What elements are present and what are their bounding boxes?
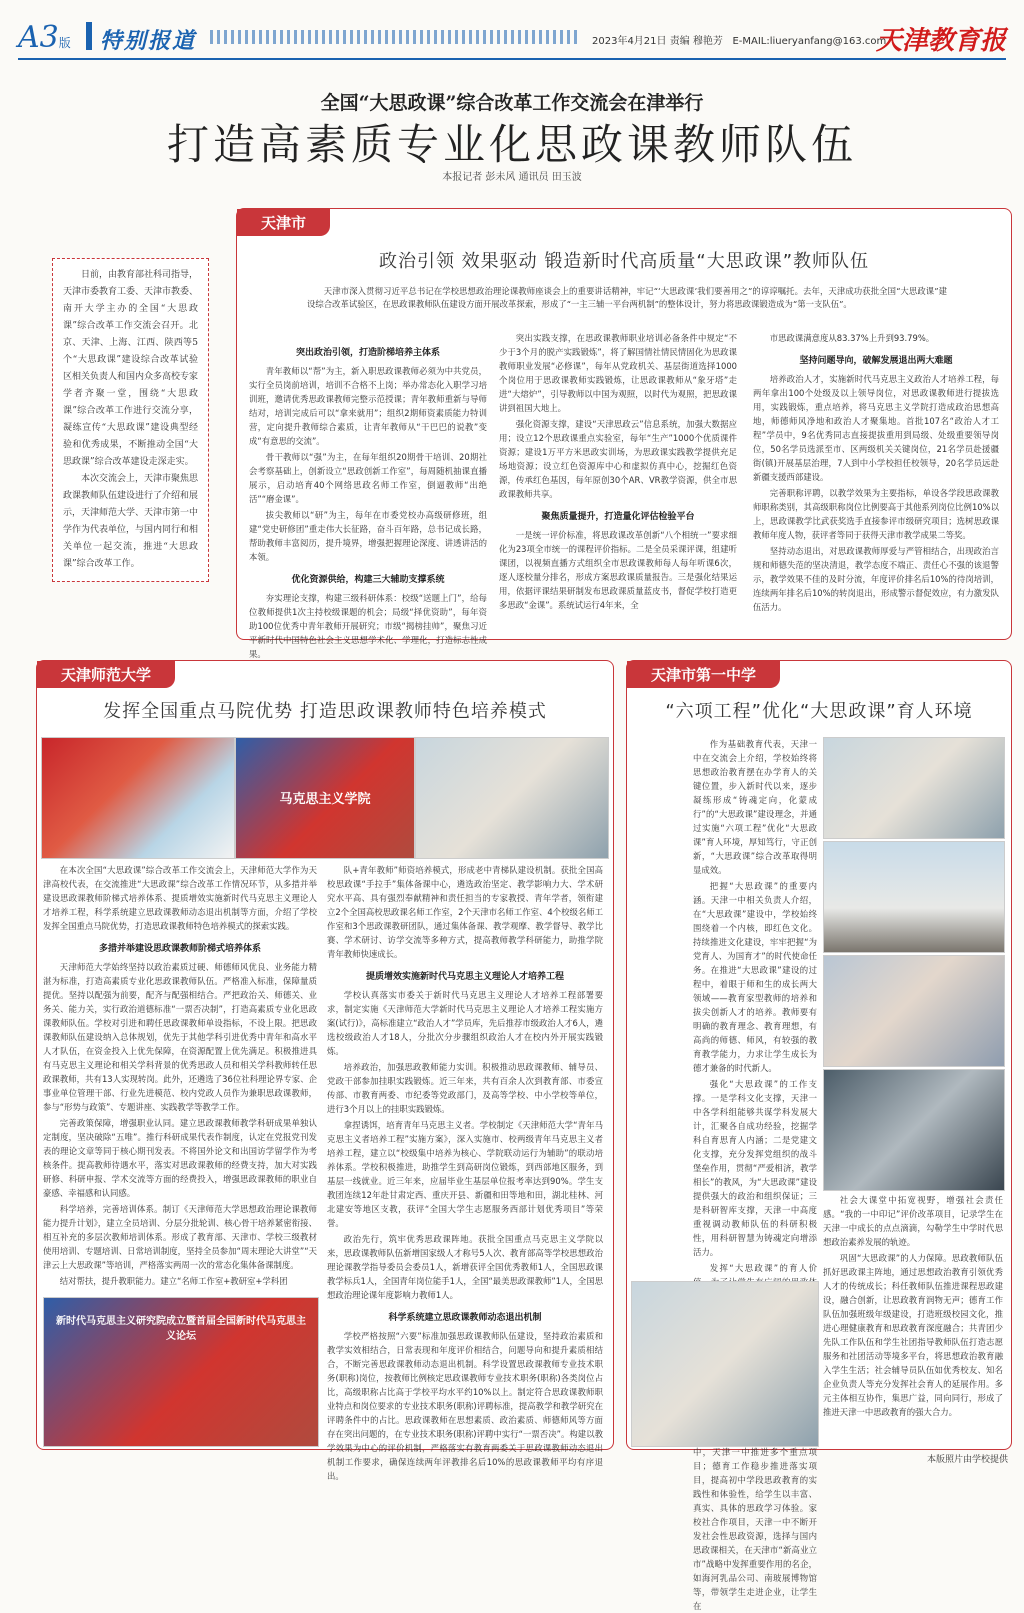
tjnu-article — [36, 660, 614, 1481]
tianjin-col1 — [249, 337, 487, 659]
body-paragraph: 队+青年教师”师资培养模式，形成老中青梯队建设机制。获批全国高校思政课“手拉手”集体备课中心，遴选政治坚定、教学影响力大、学术研究水平高、具有强烈奉献精神和责任担当的专家教授、青年学者，领衔建立2个全国高校思政课名师工作室，2个天津市名师工作室、4个校级名师工作室和3个思政课教研团队，通过集体备课、教学观摩、教学督导、教学比赛、学术研讨、访学交流等多种方式，提高教师教学科研能力，助推学院青年教师快速成长。 — [327, 865, 603, 959]
email: E-MAIL:liueryanfang@163.com — [732, 36, 887, 47]
body-paragraph: 拿捏诱饵，培育青年马克思主义者。学校制定《天津师范大学“青年马克思主义者培养工程”实施方案》，深入实施市、校两级青年马克思主义者培养工程，建立以“校级集中培养为核心、学院联动运行为辅助”的联动培养体系。学校积极推进，助推学生到高研岗位锻炼，到西部地区服务，到基层一线就业。近三年来，应届毕业生基层单位报考率达到90%。学生支教团连续12年赴甘肃定西、重庆开县、新疆和田等地和田，湖北桂林、河北建安等地区支教，获评“全国大学生志愿服务西部计划优秀项目”等荣誉。 — [327, 1120, 603, 1228]
body-paragraph: 拔尖教师以“研”为主，每年在市委党校办高级研修班，组建“党史研修团”重走伟大长征路，奋斗百年路，总书记成长路，帮助教师丰富阅历，提升境界，增强把握理论深度、讲透讲活的本领。 — [249, 510, 487, 562]
body-paragraph: 学校严格按照“六要”标准加强思政课教师队伍建设，坚持政治素质和教学实效相结合，日常表现和年度评价相结合，问题导向和提升素质相结合，不断完善思政课教师动态退出机制。科学设置思政课教师专业技术职务(职称)岗位，按教师比例核定思政课教师专业技术职务(职称)各类岗位占比，高级职称占比高于学校平均水平约10%以上。制定符合思政课教师职业特点和岗位要求的专业技术职务(职称)评聘标准，提高教学和教学研究在评聘条件中的占比。思政课教师在思想素质、政治素质、师德师风等方面存在突出问题的，在专业技术职务(职称)评聘中实行“一票否决”。构建以教学效果为中心的评价机制，严格落实有教育两委关于思政课教师动态退出机制工作要求，确保连续两年评教排名后10%的思政课教师平均有序退出。 — [327, 1331, 603, 1481]
intro-paragraph: 日前，由教育部社科司指导，天津市委教育工委、天津市教委、南开大学主办的全国“大思政课”综合改革工作交流会召开。北京、天津、上海、江西、陕西等5个“大思政课”建设综合改革试验区相关负责人和国内众多高校专家学者齐聚一堂，围绕“大思政课”综合改革工作进行交流分享，凝练宣传“大思政课”建设典型经验和优秀成果，不断推动全国“大思政课”综合改革建设走深走实。 — [63, 270, 199, 467]
tj1-photo-exhibit — [823, 1069, 1005, 1191]
body-paragraph: 市思政课满意度从83.37%上升到93.79%。 — [769, 333, 935, 343]
page-unit: 版 — [58, 36, 71, 50]
body-paragraph: 夯实理论支撑，构建三级科研体系：校级“送题上门”，给每位教师提供1次主持校级课题的机会；局级“择优资助”，每年资助100位优秀中青年教师开展研究；市级“揭榜挂帅”，聚焦习近平新时代中国特色社会主义思想学术化、学理化，打造标志性成果。 — [249, 593, 487, 659]
banner-text: 马克思主义学院 — [279, 792, 371, 807]
body-paragraph: 作为基础教育代表，天津一中在交流会上介绍，学校始终将思想政治教育摆在办学育人的关键位置，步入新时代以来，逐步凝练形成“铸魂定向，化蒙成行”的“大思政课”建设理念，并通过实施“六项工程”优化“大思政课”育人环境，厚知笃行，守正创新，“大思政课”综合改革取得明显成效。 — [693, 739, 817, 875]
page-number: A3版 — [18, 20, 71, 55]
subheading: 坚持问题导向，破解发展退出两大难题 — [799, 356, 953, 366]
tjnu-photo-forum — [43, 1297, 319, 1447]
intro-paragraph: 本次交流会上，天津市聚焦思政课教师队伍建设进行了介绍和展示，天津师范大学、天津市第一中学作为代表单位，与国内同行和相关单位一起交流，推进“大思政课”综合改革工作。 — [63, 474, 199, 569]
section-name: 特别报道 — [100, 29, 197, 54]
subheading: 聚焦质量提升，打造量化评估检验平台 — [541, 512, 695, 522]
body-paragraph: 突出实践支撑，在思政课教师职业培训必备条件中规定“不少于3个月的脱产实践锻炼”，将了解国情社情民情固化为思政课教师职业发展“必修课”，每年从党政机关、基层街道选择1000个岗位用于思政课教师实践锻炼，让思政课教师从“象牙塔”走进“大熔炉”，引导教师以中国为观照，以时代为观照，把思政课讲到祖国大地上。 — [499, 333, 737, 413]
tjnu-photo-banner — [235, 737, 415, 859]
body-paragraph: 培养政治人才，实施新时代马克思主义政治人才培养工程，每两年拿出100个处级及以上领导岗位，对思政课教师进行提拔选用，实践锻炼，重点培养，将马克思主义学院打造成政治思想高地，师德师风净地和政治人才聚集地。首批107名“政治人才工程”学员中，9名优秀同志直接提拔重用到局级、处级重要领导岗位，50名学员选派至市、区两级机关关键岗位，21名学员赴援疆街(镇)开展基层治理，7人到中小学校担任校领导，20名学员远赴新疆支援西部建设。 — [753, 374, 999, 482]
forum-caption: 新时代马克思主义研究院成立暨首届全国新时代马克思主义论坛 — [56, 1316, 306, 1342]
body-paragraph: 巩固“大思政课”的人力保障。思政教师队伍抓好思政课主阵地，通过思想政治教育引领优秀人才的传统成长；科任教师队伍推进课程思政建设，融合创新，让思政教育润物无声；德育工作队伍加强班级年级建设，打造班级校园文化，推进心理健康教育和思政教育深度融合；共青团少先队工作队伍和学生社团指导教师队伍打造志愿服务和社团活动等境多平台，将思想政治教育融入学生生活；社会辅导员队伍如优秀校友、知名企业负责人等充分发挥社会育人的延展作用。多元主体相互协作，集思广益，同向同行，形成了推进天津一中思政教育的强大合力。 — [823, 1253, 1003, 1417]
tjnu-col1 — [43, 863, 317, 1290]
tj1-photo-museum — [631, 1281, 819, 1447]
subheading: 突出政治引领，打造阶梯培养主体系 — [295, 348, 440, 358]
tj1-title: “六项工程”优化“大思政课”育人环境 — [665, 701, 973, 722]
tianjin-article — [236, 208, 1012, 659]
tjnu-photo-group — [41, 737, 235, 859]
tj1-col2 — [823, 1193, 1003, 1421]
section-bar — [86, 22, 92, 50]
tianjin-summary: 天津市深入贯彻习近平总书记在学校思想政治理论课教师座谈会上的重要讲话精神，牢记“‘大思政课’我们要善用之”的谆谆嘱托。去年，天津成功获批全国“大思政课”建设综合改革试验区，在思政课教师队伍建设方面开展改革探索，形成了“一主三辅一平台两机制”的整体设计，努力将思政课锻造成为“第一支队伍”。 — [307, 286, 947, 309]
kicker: 全国“大思政课”综合改革工作交流会在津举行 — [320, 92, 704, 114]
body-paragraph: 结对帮扶，提升教职能力。建立“名师工作室+教研室+学科团 — [59, 1276, 288, 1286]
subheading: 多措并举建设思政课教师阶梯式培养体系 — [98, 944, 261, 954]
subheading: 提质增效实施新时代马克思主义理论人才培养工程 — [365, 972, 564, 982]
body-paragraph: 学校认真落实市委关于新时代马克思主义理论人才培养工程部署要求，制定实施《天津师范大学新时代马克思主义理论人才培养工程实施方案(试行)》，高标准建立“政治人才”学员库，先后推荐市级政治人才6人，遴选校级政治人才18人，分批次分步骤组织政治人才在校内外开展实践锻炼。 — [327, 990, 603, 1056]
tianjin-tag: 天津市 — [237, 209, 330, 236]
body-paragraph: 完善政策保障，增强职业认同。建立思政课教师教学科研成果单独认定制度，坚决破除“五唯”。推行科研成果代表作制度，认定在党报党刊发表的理论文章等同于核心期刊发表。不将国外论文和出国访学留学作为考核条件。提高教师待遇水平，落实对思政课教师的经费支持，加大对实践研修、科研申报、学术交流等方面的经费投入，增强思政课教师的职业自豪感、幸福感和认同感。 — [43, 1118, 317, 1198]
newspaper-brand: 天津教育报 — [876, 26, 1007, 56]
tjnu-title: 发挥全国重点马院优势 打造思政课教师特色培养模式 — [103, 701, 547, 722]
tjnu-col2 — [327, 863, 603, 1481]
body-paragraph: 天津师范大学始终坚持以政治素质过硬、师德师风优良、业务能力精湛为标准，打造高素质专业化思政课教师队伍。严格准入标准，保障量质提优。坚持以配强为前要，配齐与配强相结合。严把政治关、师德关、业务关、能力关，实行政治道德标准“一票否决制”，打造高素质专业化思政课教师队伍。学校对引进和聘任思政课教师单设指标，不设上限。把思政课教师队伍建设纳入总体规划，优先于其他学科引进优秀中青年和高水平人才队伍，在资金投入上优先保障，在资源配置上优先满足。积极推进具有马克思主义理论和相关学科背景的优秀思政人员和相关学科教师转任思政课教师，共有13人实现转岗。此外，还遴选了36位社科理论界专家、企事业单位管理干部、行业先进模范、校内党政人员作为兼职思政课教师，参与“形势与政策”、专题讲座、实践教学等教学工作。 — [43, 962, 317, 1112]
body-paragraph: 中，天津一中推进多个重点项目；德育工作稳步推进落实项目，提高初中学段思政教育的实践性和体验性，给学生以丰富、真实、具体的思政学习体验。家校社合作项目，天津一中不断开发社会性思政资源，选择与国内思政课相关，在天津市“新高业立市”战略中发挥重要作用的名企，如海河乳品公司、南玻展博物馆等，带领学生走进企业，让学生在 — [693, 1447, 817, 1611]
tjnu-photo-meeting — [415, 737, 609, 859]
body-paragraph: 骨干教师以“强”为主，在每年组织20期骨干培训、20期社会考察基础上，创新设立“思政创新工作室”，每周随机抽课直播展示，启动培育40个网络思政名师工作室，倒逼教师“出绝活”“磨金课”。 — [249, 452, 487, 504]
intro-note — [52, 258, 209, 582]
tjnu-tag: 天津师范大学 — [37, 661, 175, 688]
tj1-tag: 天津市第一中学 — [627, 661, 780, 688]
body-paragraph: 强化资源支撑，建设“天津思政云”信息系统，加强大数据应用；设立12个思政课重点实验室，每年“生产”1000个优质课件资源；建设1万平方米思政实训场，为思政课实践教学提供充足场地资源；设立红色资源库中心和虚拟仿真中心，挖掘红色资源，传承红色基因，每年原创30个AR、VR教学资源，供全市思政课教师共享。 — [499, 419, 737, 499]
subheading: 科学系统建立思政课教师动态退出机制 — [388, 1313, 542, 1323]
body-paragraph: 强化“大思政课”的工作支撑。一是学科文化支撑，天津一中各学科组能够共谋学科发展大计，汇聚各自成功经验，挖掘学科自育思育人内涵；二是党建文化支撑，充分发挥党组织的战斗堡垒作用，贯彻“严爱相济，教学相长”的教风，为“大思政课”建设提供强大的政治和组织保证；三是科研智库支撑，天津一中高度重视调动教师队伍的科研积极性，用科研智慧为铸魂定向增添活力。 — [693, 1079, 817, 1257]
tianjin-col3 — [753, 331, 999, 616]
body-paragraph: 一是统一评价标准，将思政课改革创新“八个相统一”要求细化为23项全市统一的课程评价指标。二是全员采课评课，组建听课团，以视频直播方式组织全市思政课教师每人每年听课6次，逐人逐校量分排名，形成方案思政课质量报告。三是强化结果运用，依据评课结果研制发布思政课质量蓝皮书，督促学校打造更多思政“金课”。系统试运行4年来，全 — [499, 530, 737, 610]
main-headline: 打造高素质专业化思政课教师队伍 — [166, 120, 857, 169]
header-rule — [18, 58, 1006, 60]
body-paragraph: 发挥“大思政课”的育人价 — [709, 1263, 817, 1273]
body-paragraph: 完善职称评聘，以教学效果为主要指标，单设各学段思政课教师职称类别，其高级职称岗位比例要高于其他系列岗位比例10%以上，思政课教学比武获奖选手直接参评市级研究项目；选树思政课教师年度人物，获评者等同于获得天津市教学成果二等奖。 — [753, 488, 999, 540]
byline: 本报记者 彭未风 通讯员 田玉波 — [442, 172, 582, 183]
header-stripes — [210, 30, 580, 44]
body-paragraph: 培养政治，加强思政教师能力实训。积极推动思政课教师、辅导员、党政干部参加挂职实践锻炼。近三年来，共有百余人次到教育部、市委宣传部、市教育两委、市纪委等党政部门，及高等学校、中小学校等单位，进行3个月以上的挂职实践锻炼。 — [327, 1062, 603, 1114]
body-paragraph: 政治先行，筑牢优秀思政课阵地。获批全国重点马克思主义学院以来，思政课教师队伍新增国家级人才称号5人次、教育部高等学校思想政治理论课教学指导委员会委员1人，新增获评全国优秀教师1人，全国思政课教学标兵1人，全国青年岗位能手1人，全国“最美思政课教师”1人，全国思想政治理论课年度影响力教师1人。 — [327, 1234, 603, 1300]
photo-credit: 本版照片由学校提供 — [926, 1455, 1008, 1465]
tj1-photo-factory — [823, 955, 1005, 1067]
date-line: 2023年4月21日 责编 穆艳芳 — [592, 36, 723, 47]
body-paragraph: 青年教师以“帮”为主，新入职思政课教师必须为中共党员，实行全员岗前培训，培训不合格不上岗；举办常态化入职学习培训班，邀请优秀思政课教师完整示范授课；青年教师重新与导师结对，培训完成后可以“拿来就用”；组织2期师资素质能力特训营，定向提升教师综合素质，让青年教师从“干巴巴的说教”变成“有意思的交流”。 — [249, 366, 487, 446]
tj1-photo-airshow — [823, 841, 1005, 953]
body-paragraph: 社会大课堂中拓宽视野，增强社会责任感。“我的一中印记”评价改革项目，记录学生在天津一中成长的点点滴滴，勾勒学生中学时代思想政治素养发展的轨迹。 — [823, 1195, 1003, 1247]
tianjin-col2 — [499, 331, 737, 614]
body-paragraph: 坚持动态退出，对思政课教师厚爱与严管相结合，出现政治言规和师德失范的坚决清退，教学态度不端正、责任心不强的该退警示，教学效果不佳的及时分流，年度评价排名后10%的待岗培训，连续两年排名后10%的转岗退出，形成警示督促效应，有力激发队伍活力。 — [753, 546, 999, 612]
date-editor-line — [592, 32, 886, 47]
body-paragraph: 在本次全国“大思政课”综合改革工作交流会上，天津师范大学作为天津高校代表，在交流推进“大思政课”综合改革工作情况环节，从多措并举建设思政课教师阶梯式培养体系、提质增效实施新时代马克思主义理论人才培养工程，科学系统建立思政课教师动态退出机制等方面，介绍了学校发挥全国重点马院优势，打造思政课教师特色培养模式的探索实践。 — [43, 865, 317, 931]
body-paragraph: 把握“大思政课”的重要内涵。天津一中相关负责人介绍，在“大思政课”建设中，学校始终围绕着一个内核，即红色文化。持续推进文化建设，牢牢把握“为党育人、为国育才”的时代使命任务。在推进“大思政课”建设的过程中，着眼于师和生的成长两大领域——教育家型教师的培养和拔尖创新人才的培养。教师要有明确的教育理念、教育理想，有高尚的师德、师风，有较强的教育教学能力，力求让学生成长为德才兼备的时代新人。 — [693, 881, 817, 1073]
tj1-photo-classroom — [823, 737, 1005, 839]
tianjin-title: 政治引领 效果驱动 锻造新时代高质量“大思政课”教师队伍 — [378, 251, 870, 272]
subheading: 优化资源供给，构建三大辅助支撑系统 — [291, 575, 445, 585]
body-paragraph: 科学培养，完善培训体系。制订《天津师范大学思想政治理论课教师能力提升计划》，建立全员培训、分层分批轮训、核心骨干培养紧密衔接、相互补充的多层次教师培训体系。形成了教育部、天津市、学校三级教材使用培训、专题培训、日常培训制度，坚持全员参加“周末理论大讲堂”“天津云上大思政课”等培训，严格落实两周一次的常态化集体备课制度。 — [43, 1204, 317, 1270]
